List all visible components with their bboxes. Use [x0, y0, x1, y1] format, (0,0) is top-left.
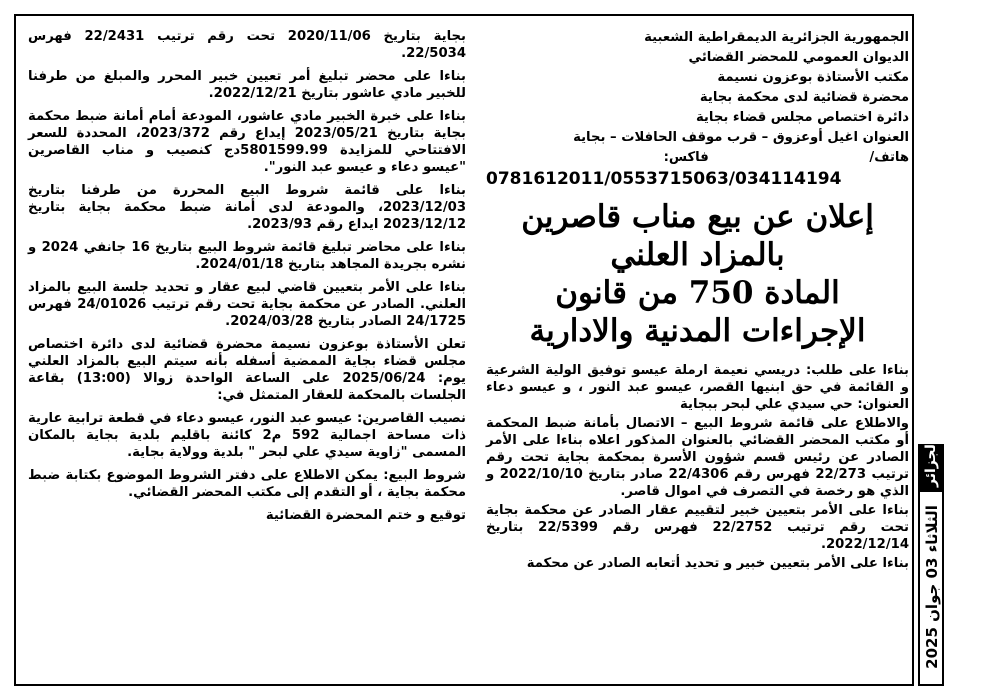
- left-paragraph: تعلن الأستاذة بوعزون نسيمة محضرة قضائية لدى دائرة اختصاص مجلس قضاء بجاية الممضية أسفله بأنه سيتم البيع بالمزاد العلني يوم: 2025/06/24 على الساعة الواحدة زوالا (13:00) بقاعة الجلسات بالمحكمة للعقار المتمثل في:: [28, 337, 466, 403]
- right-column: [486, 28, 909, 574]
- newspaper-side-stripe: [918, 439, 944, 686]
- left-paragraph: بناءا على قائمة شروط البيع المحررة من طرفنا بتاريخ 2023/12/03، والمودعة لدى أمانة ضبط محكمة بجاية بتاريخ 2023/12/12 ايداع رقم 2023/93.: [28, 183, 466, 232]
- header-line: الجمهورية الجزائرية الديمقراطية الشعبية: [644, 30, 909, 45]
- header-line: دائرة اختصاص مجلس قضاء بجاية: [695, 110, 909, 125]
- left-paragraph: نصيب القاصرين: عيسو عبد النور، عيسو دعاء في قطعة ترابية عارية ذات مساحة اجمالية 592 م2 كائنة باقليم بلدية بجاية بالمكان المسمى "زاوية سيدي علي لبحر " بلدية وولاية بجاية.: [28, 411, 466, 460]
- left-paragraph: بناءا على خبرة الخبير مادي عاشور، المودعة أمام أمانة ضبط محكمة بجاية بتاريخ 2023/05/21 إيداع رقم 2023/372، المحددة للسعر الافتتاحي للمزايدة 5801599.99دج كنصيب و مناب القاصرين "عيسو دعاء و عيسو عبد النور".: [28, 109, 466, 175]
- newspaper-logo: الجزائر: [923, 439, 939, 487]
- header-line: مكتب الأستاذة بوعزون نسيمة: [717, 70, 909, 85]
- office-header: [486, 28, 909, 190]
- title-line: إعلان عن بيع مناب قاصرين: [521, 199, 874, 235]
- newspaper-logo-block: [920, 439, 942, 492]
- right-paragraph: بناءا على الأمر بتعيين خبير لتقييم عقار الصادر عن محكمة بجاية تحت رقم ترتيب 22/2752 فهرس رقم 22/5399 بتاريخ 2022/12/14.: [486, 503, 909, 552]
- header-line: الديوان العمومي للمحضر القضائي: [688, 50, 909, 65]
- left-paragraph: بجاية بتاريخ 2020/11/06 تحت رقم ترتيب 22/2431 فهرس 22/5034.: [28, 29, 466, 61]
- title-line: بالمزاد العلني: [610, 237, 785, 273]
- title-line: الإجراءات المدنية والادارية: [529, 313, 866, 349]
- header-line: هاتف/ فاكس:: [663, 150, 909, 165]
- title-line: المادة 750 من قانون: [555, 275, 840, 311]
- right-body: [486, 362, 909, 572]
- notice-frame: [14, 14, 914, 686]
- right-paragraph: والاطلاع على قائمة شروط البيع – الاتصال بأمانة ضبط المحكمة أو مكتب المحضر القضائي بالعنوان المذكور اعلاه بناءا على الأمر الصادر عن رئيس قسم شؤون الأسرة بمحكمة بجاية تحت رقم ترتيب 22/273 فهرس رقم 22/4306 صادر بتاريخ 2022/10/10 و الذي هو رخصة في التصرف في اموال قاصر.: [486, 416, 909, 499]
- left-paragraph: توقيع و ختم المحضرة القضائية: [265, 508, 466, 523]
- header-line: العنوان اغيل أوعزوق – قرب موقف الحافلات – بجاية: [573, 130, 909, 145]
- left-paragraph: بناءا على محاضر تبليغ قائمة شروط البيع بتاريخ 16 جانفي 2024 و نشره بجريدة المجاهد بتاريخ 2024/01/18.: [28, 240, 466, 272]
- left-paragraph: شروط البيع: يمكن الاطلاع على دفتر الشروط الموضوع بكتابة ضبط محكمة بجاية ، أو التقدم إلى مكتب المحضر القضائي.: [28, 468, 466, 500]
- left-column: [28, 28, 466, 530]
- left-paragraph: بناءا على الأمر بتعيين قاضي لبيع عقار و تحديد جلسة البيع بالمزاد العلني. الصادر عن محكمة بجاية تحت رقم ترتيب 24/01026 فهرس 24/1725 الصادر بتاريخ 2024/03/28.: [28, 280, 466, 329]
- header-line: محضرة قضائية لدى محكمة بجاية: [699, 90, 909, 105]
- right-paragraph: بناءا على الأمر بتعيين خبير و تحديد أتعابه الصادر عن محكمة: [526, 556, 909, 571]
- left-paragraph: بناءا على محضر تبليغ أمر تعيين خبير المحرر والمبلغ من طرفنا للخبير مادي عاشور بتاريخ 2022/12/21.: [28, 69, 466, 101]
- issue-date: الثلاثاء 03 جوان 2025: [923, 505, 941, 669]
- phone-numbers: 0781612011/0553715063/034114194: [486, 169, 842, 189]
- right-paragraph: بناءا على طلب: دريسي نعيمة ارملة عيسو توفيق الولية الشرعية و القائمة في حق ابنيها القصر، عيسو عبد النور ، و عيسو دعاء العنوان: حي سيدي علي لبحر ببجاية: [486, 363, 909, 412]
- notice-title: [486, 198, 909, 350]
